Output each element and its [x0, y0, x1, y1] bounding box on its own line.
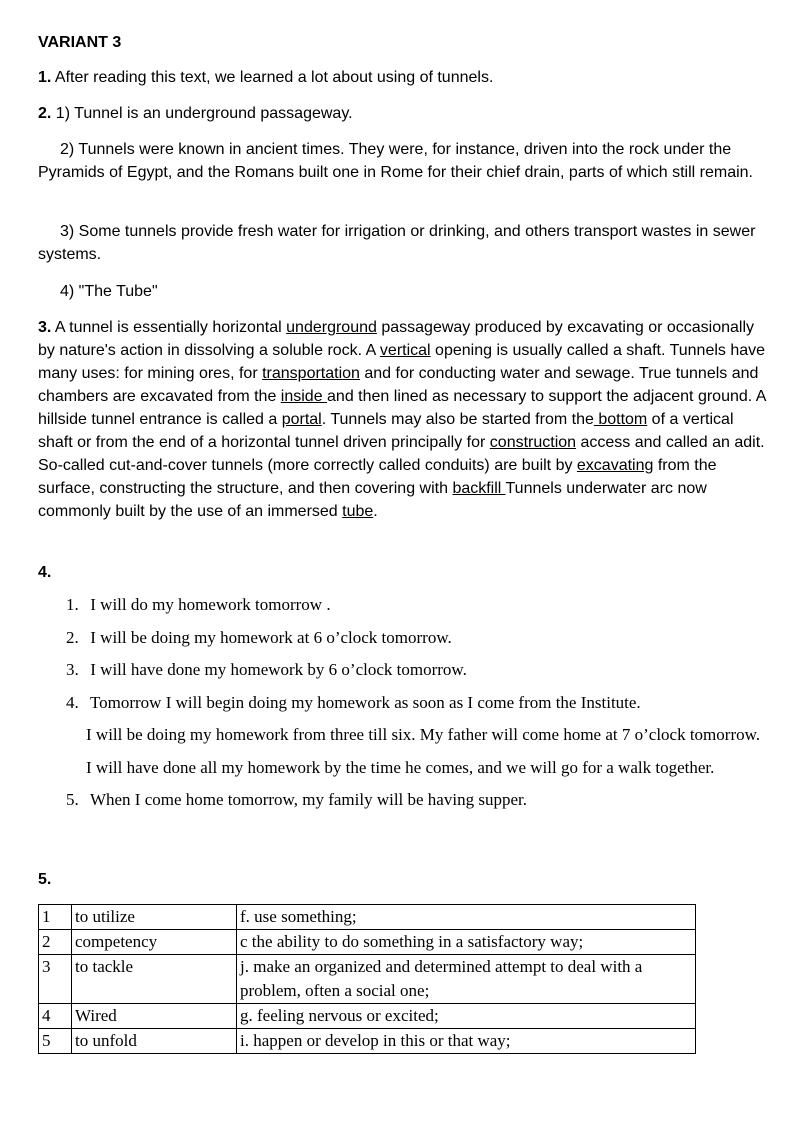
- filled-word: portal: [281, 411, 322, 428]
- table-row: [39, 930, 696, 955]
- vocab-definition: f. use something;: [237, 905, 696, 930]
- variant-title: VARIANT 3: [38, 34, 122, 51]
- section-2-answer-1: 2. 1) Tunnel is an underground passageway.: [38, 105, 353, 122]
- section-2-answer-3: 3) Some tunnels provide fresh water for irrigation or drinking, and others transport wastes in sewer systems.: [38, 223, 756, 263]
- section-4-list: [66, 589, 768, 817]
- table-row: [39, 955, 696, 1004]
- vocab-word: competency: [72, 930, 237, 955]
- row-number: 5: [39, 1029, 72, 1054]
- filled-word: underground: [286, 319, 377, 336]
- vocab-word: to tackle: [72, 955, 237, 1004]
- list-item: 5. When I come home tomorrow, my family will be having supper.: [66, 790, 527, 809]
- vocab-definition: g. feeling nervous or excited;: [237, 1004, 696, 1029]
- filled-word: construction: [489, 434, 577, 451]
- section-1-number: 1.: [38, 69, 52, 86]
- table-row: [39, 1004, 696, 1029]
- section-3-paragraph: 3. A tunnel is essentially horizontal underground passageway produced by excavating or occasionally by nature's action in dissolving a soluble rock. A vertical opening is usually called a shaft. Tunnels have many uses: for mining ores, for transportation and for conducting water and sewage. True tunnels and chambers are excavated from the inside and then lined as necessary to support the adjacent ground. A hillside tunnel entrance is called a portal. Tunnels may also be started from the bottom of a vertical shaft or from the end of a horizontal tunnel driven principally for construction access and called an adit. So-called cut-and-cover tunnels (more correctly called conduits) are built by excavating from the surface, constructing the structure, and then covering with backfill Tunnels underwater arc now commonly built by the use of an immersed tube.: [38, 319, 766, 520]
- section-1-answer: 1. After reading this text, we learned a lot about using of tunnels.: [38, 69, 494, 86]
- list-item: 1. I will do my homework tomorrow .: [66, 595, 331, 614]
- filled-word: tube: [342, 503, 374, 520]
- list-item-continuation: I will be doing my homework from three till six. My father will come home at 7 o’clock tomorrow. I will have done all my homework by the time he comes, and we will go for a walk together.: [86, 725, 761, 777]
- filled-word: backfill: [452, 480, 506, 497]
- section-2-number: 2.: [38, 105, 52, 122]
- row-number: 3: [39, 955, 72, 1004]
- table-row: [39, 1029, 696, 1054]
- filled-word: inside: [280, 388, 328, 405]
- list-item: 3. I will have done my homework by 6 o’clock tomorrow.: [66, 660, 467, 679]
- section-2-answer-4: 4) "The Tube": [60, 283, 158, 300]
- row-number: 1: [39, 905, 72, 930]
- vocab-definition: c the ability to do something in a satisfactory way;: [237, 930, 696, 955]
- filled-word: vertical: [379, 342, 431, 359]
- section-2-answer-2: 2) Tunnels were known in ancient times. They were, for instance, driven into the rock under the Pyramids of Egypt, and the Romans built one in Rome for their chief drain, parts of which still remain.: [38, 141, 753, 181]
- vocab-definition: i. happen or develop in this or that way;: [237, 1029, 696, 1054]
- table-row: [39, 905, 696, 930]
- row-number: 2: [39, 930, 72, 955]
- section-4-heading: 4.: [38, 564, 52, 581]
- vocab-definition: j. make an organized and determined attempt to deal with a problem, often a social one;: [237, 955, 696, 1004]
- vocab-word: to unfold: [72, 1029, 237, 1054]
- filled-word: excavating: [576, 457, 654, 474]
- section-3-number: 3.: [38, 319, 52, 336]
- row-number: 4: [39, 1004, 72, 1029]
- section-5-heading: 5.: [38, 871, 52, 888]
- vocab-word: to utilize: [72, 905, 237, 930]
- vocab-word: Wired: [72, 1004, 237, 1029]
- list-item: 4. Tomorrow I will begin doing my homework as soon as I come from the Institute.: [66, 692, 641, 712]
- filled-word: bottom: [593, 411, 648, 428]
- vocabulary-table: [38, 904, 696, 1054]
- filled-word: transportation: [262, 365, 360, 382]
- list-item: 2. I will be doing my homework at 6 o’clock tomorrow.: [66, 627, 452, 647]
